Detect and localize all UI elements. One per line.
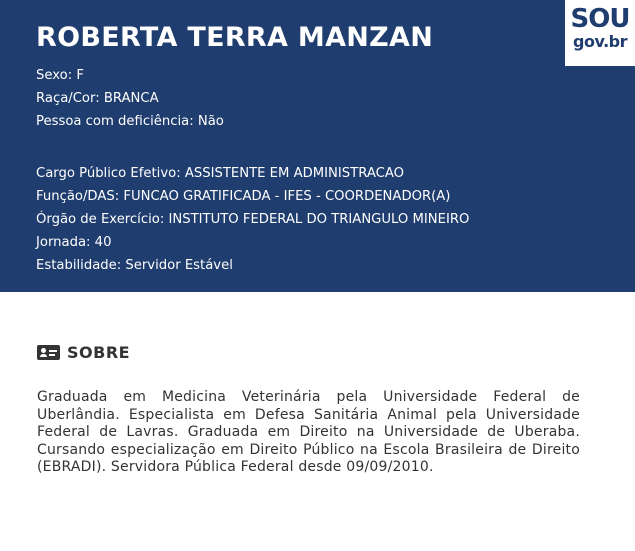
info-funcao: Função/DAS: FUNCAO GRATIFICADA - IFES - COORDENADOR(A) [36, 189, 451, 204]
info-deficiencia: Pessoa com deficiência: Não [36, 114, 224, 129]
profile-name: ROBERTA TERRA MANZAN [36, 22, 434, 53]
about-section-title [37, 342, 130, 362]
logo-line-govbr: gov.br [573, 32, 627, 51]
sou-govbr-logo[interactable] [565, 0, 635, 66]
info-sexo: Sexo: F [36, 68, 84, 83]
info-raca: Raça/Cor: BRANCA [36, 91, 159, 106]
logo-line-sou: SOU [570, 4, 630, 34]
info-cargo: Cargo Público Efetivo: ASSISTENTE EM ADMINISTRACAO [36, 166, 405, 181]
info-estabilidade: Estabilidade: Servidor Estável [36, 258, 233, 273]
info-jornada: Jornada: 40 [36, 235, 112, 250]
about-title-label: SOBRE [67, 342, 131, 362]
about-text: Graduada em Medicina Veterinária pela Universidade Federal de Uberlândia. Especialista em Defesa Sanitária Animal pela Universidade Federal de Lavras. Graduada em Direito na Universidade de Uberaba. Cursando especialização em Direito Público na Escola Brasileira de Direito (EBRADI). Servidora Pública Federal desde 09/09/2010. [37, 389, 580, 475]
id-card-icon [37, 345, 60, 360]
info-orgao: Órgão de Exercício: INSTITUTO FEDERAL DO TRIANGULO MINEIRO [36, 212, 470, 227]
